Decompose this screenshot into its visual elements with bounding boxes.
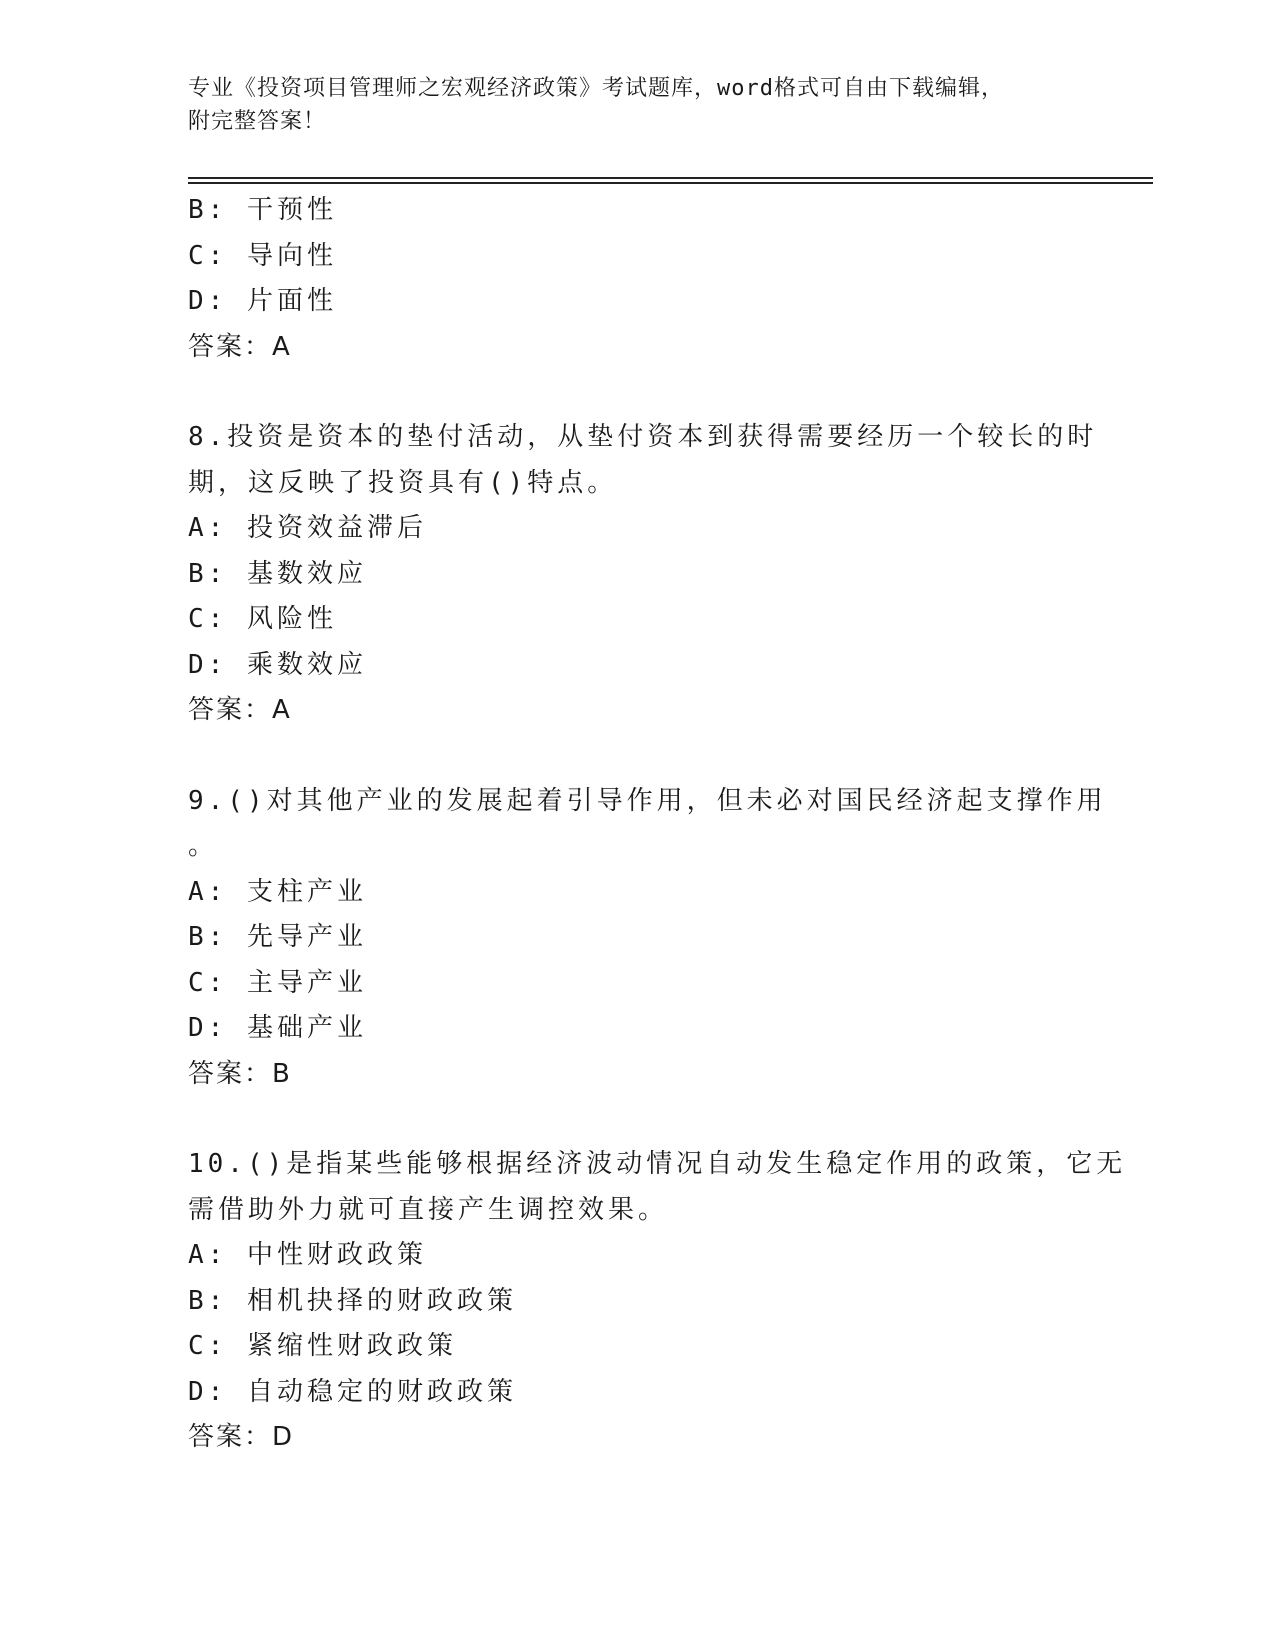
q7-answer: 答案：A (188, 331, 292, 362)
question-7 (188, 188, 1148, 370)
q9-option-a: A: 支柱产业 (188, 876, 367, 907)
question-gap (188, 734, 1148, 779)
question-list (188, 188, 1148, 1461)
q9-option-b: B: 先导产业 (188, 922, 367, 952)
header-divider-top (188, 177, 1153, 179)
page-header (188, 72, 1088, 138)
q8-answer: 答案：A (188, 695, 292, 725)
q7-option-d: D: 片面性 (188, 286, 337, 316)
q7-option-b: B: 干预性 (188, 195, 337, 225)
q8-option-a: A: 投资效益滞后 (188, 513, 427, 543)
q8-option-b: B: 基数效应 (188, 558, 367, 589)
question-8 (188, 415, 1148, 734)
q10-stem-line-2: 需借助外力就可直接产生调控效果。 (188, 1194, 669, 1225)
q9-option-c: C: 主导产业 (188, 967, 367, 998)
q9-option-d: D: 基础产业 (188, 1013, 367, 1043)
q8-stem-line-1: 8.投资是资本的垫付活动，从垫付资本到获得需要经历一个较长的时 (188, 422, 1098, 452)
question-9 (188, 779, 1148, 1098)
q9-stem-line-1: 9.()对其他产业的发展起着引导作用，但未必对国民经济起支撑作用 (188, 785, 1107, 816)
q10-option-b: B: 相机抉择的财政政策 (188, 1285, 517, 1316)
q10-stem-line-1: 10.()是指某些能够根据经济波动情况自动发生稳定作用的政策，它无 (188, 1149, 1127, 1179)
header-line-2: 附完整答案！ (188, 109, 327, 134)
q10-option-d: D: 自动稳定的财政政策 (188, 1376, 517, 1407)
q8-stem-line-2: 期，这反映了投资具有()特点。 (188, 467, 618, 498)
q10-answer: 答案：D (188, 1422, 295, 1452)
header-divider-bottom (188, 182, 1153, 184)
question-10 (188, 1142, 1148, 1461)
q8-option-d: D: 乘数效应 (188, 649, 367, 680)
q10-option-a: A: 中性财政政策 (188, 1240, 427, 1270)
q10-option-c: C: 紧缩性财政政策 (188, 1331, 457, 1361)
q8-option-c: C: 风险性 (188, 604, 337, 634)
question-gap (188, 1097, 1148, 1142)
question-gap (188, 370, 1148, 415)
q9-stem-line-2: 。 (188, 831, 219, 861)
q7-option-c: C: 导向性 (188, 240, 337, 271)
header-line-1: 专业《投资项目管理师之宏观经济政策》考试题库，word格式可自由下载编辑， (188, 76, 1004, 101)
q9-answer: 答案：B (188, 1058, 292, 1089)
